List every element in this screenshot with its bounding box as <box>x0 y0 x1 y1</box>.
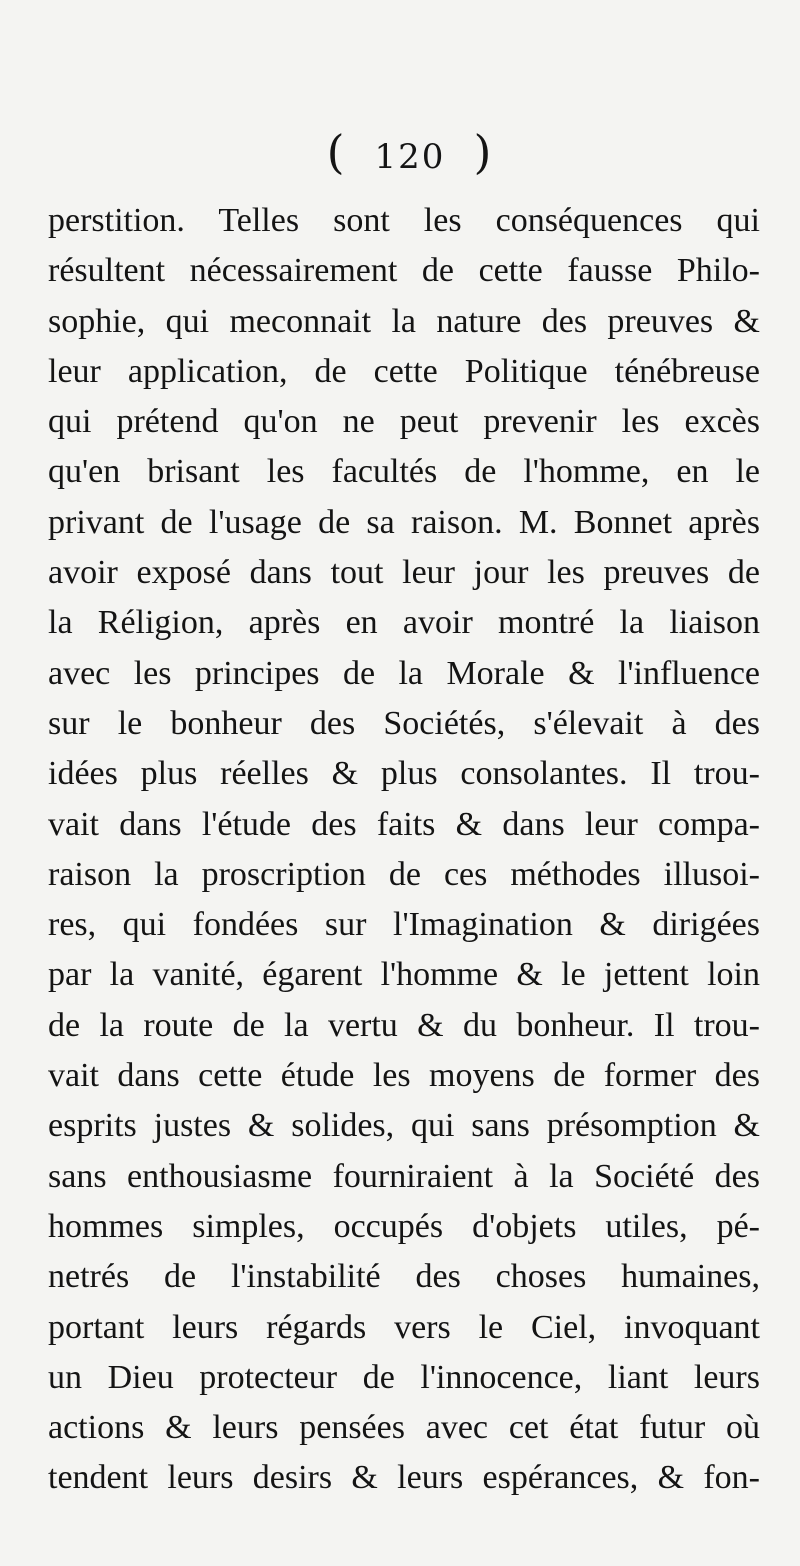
text-line: vait dans l'étude des faits & dans leur compa- <box>48 805 760 843</box>
text-line: portant leurs régards vers le Ciel, invoquant <box>48 1308 760 1346</box>
text-line: par la vanité, égarent l'homme & le jettent loin <box>48 956 760 994</box>
text-line: vait dans cette étude les moyens de former des <box>48 1057 760 1095</box>
text-line: qui prétend qu'on ne peut prevenir les excès <box>48 403 760 441</box>
text-line: res, qui fondées sur l'Imagination & dirigées <box>48 906 760 944</box>
page-number <box>10 122 800 187</box>
text-line: sans enthousiasme fourniraient à la Société des <box>48 1157 760 1195</box>
text-line: un Dieu protecteur de l'innocence, liant leurs <box>48 1358 760 1396</box>
text-line: tendent leurs desirs & leurs espérances, & fon- <box>48 1459 760 1497</box>
page-number-close-paren: ) <box>473 125 494 179</box>
text-line: esprits justes & solides, qui sans présomption & <box>48 1107 760 1145</box>
text-line: actions & leurs pensées avec cet état futur où <box>48 1409 760 1447</box>
text-line: privant de l'usage de sa raison. M. Bonnet après <box>48 503 760 541</box>
text-line: résultent nécessairement de cette fausse Philo- <box>48 252 760 290</box>
text-line: idées plus réelles & plus consolantes. Il trou- <box>48 755 760 793</box>
text-line: raison la proscription de ces méthodes illusoi- <box>48 855 760 893</box>
text-line: netrés de l'instabilité des choses humaines, <box>48 1258 760 1296</box>
page-number-value: 120 <box>374 137 446 177</box>
body-text <box>48 196 760 1504</box>
text-line: de la route de la vertu & du bonheur. Il trou- <box>48 1006 760 1044</box>
text-line: sophie, qui meconnait la nature des preuves & <box>48 302 760 340</box>
text-line: la Réligion, après en avoir montré la liaison <box>48 604 760 642</box>
text-line: sur le bonheur des Sociétés, s'élevait à des <box>48 704 760 742</box>
text-line: leur application, de cette Politique ténébreuse <box>48 352 760 390</box>
page-number-open-paren: ( <box>326 125 347 179</box>
text-line: avoir exposé dans tout leur jour les preuves de <box>48 554 760 592</box>
text-line: qu'en brisant les facultés de l'homme, en le <box>48 453 760 491</box>
text-line: perstition. Telles sont les conséquences qui <box>48 202 760 239</box>
text-line: hommes simples, occupés d'objets utiles, pé- <box>48 1207 760 1245</box>
text-line: avec les principes de la Morale & l'influence <box>48 654 760 692</box>
